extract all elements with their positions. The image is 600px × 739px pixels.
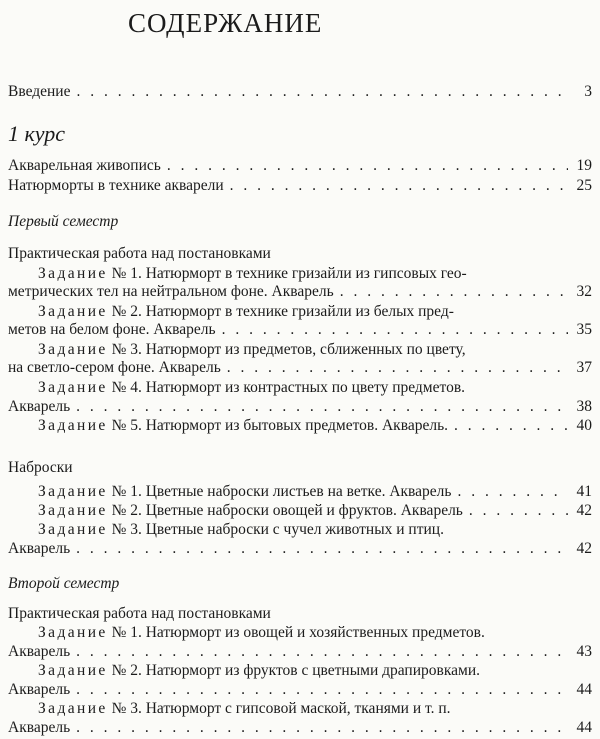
task-line: на светло-сером фоне. Акварель . . . 37 xyxy=(8,358,592,378)
section-heading: Практическая работа над постановками xyxy=(8,245,271,262)
task-line: Акварель . . . 43 xyxy=(8,642,592,662)
task-line: метов на белом фоне. Акварель . . . 35 xyxy=(8,320,592,340)
task-line: Задание № 3. Цветные наброски с чучел животных и птиц. xyxy=(38,521,444,538)
task-line: Задание № 4. Натюрморт из контрастных по цвету предметов. xyxy=(38,379,466,396)
entry-text: Введение xyxy=(8,83,71,100)
task-line: Задание № 3. Натюрморт с гипсовой маской, тканями и т. п. xyxy=(38,700,451,717)
task-line: Задание № 1. Натюрморт в технике гризайли из гипсовых гео- xyxy=(38,265,467,282)
section-heading: Наброски xyxy=(8,459,73,476)
entry-text: Натюрморты в технике акварели xyxy=(8,177,224,194)
task-line: Задание № 2. Натюрморт в технике гризайли из белых пред- xyxy=(38,303,454,320)
page-title: СОДЕРЖАНИЕ xyxy=(128,8,323,38)
task-line: Акварель . . . 42 xyxy=(8,539,592,559)
page-number: 3 xyxy=(584,83,592,100)
task-line: Задание № 5. Натюрморт из бытовых предметов. Акварель. . . . 40 xyxy=(8,416,592,436)
task-line: Акварель . . . 44 xyxy=(8,680,592,700)
task-line: Задание № 3. Натюрморт из предметов, сближенных по цвету, xyxy=(38,341,466,358)
page-number: 25 xyxy=(576,177,592,194)
task-line: Задание № 2. Натюрморт из фруктов с цветными драпировками. xyxy=(38,662,480,679)
task-line: Акварель . . . 44 xyxy=(8,718,592,738)
course-heading: 1 курс xyxy=(8,121,66,146)
task-line: Задание № 1. Цветные наброски листьев на ветке. Акварель . . . 41 xyxy=(8,482,592,502)
entry-text: Акварельная живопись xyxy=(8,157,161,174)
semester-heading: Первый семестр xyxy=(8,213,119,230)
dot-leader xyxy=(161,156,568,176)
toc-entry xyxy=(8,176,592,196)
task-line: Задание № 1. Натюрморт из овощей и хозяйственных предметов. xyxy=(38,624,485,641)
toc-entry-intro xyxy=(8,82,592,102)
dot-leader xyxy=(224,176,568,196)
task-line: Акварель . . . 38 xyxy=(8,397,592,417)
page-number: 19 xyxy=(576,157,592,174)
task-line: Задание № 2. Цветные наброски овощей и фруктов. Акварель . . . 42 xyxy=(8,501,592,521)
toc-entry xyxy=(8,156,592,176)
dot-leader xyxy=(70,82,568,102)
section-heading: Практическая работа над постановками xyxy=(8,605,271,622)
task-line: метрических тел на нейтральном фоне. Акварель . . . 32 xyxy=(8,282,592,302)
semester-heading: Второй семестр xyxy=(8,575,120,592)
